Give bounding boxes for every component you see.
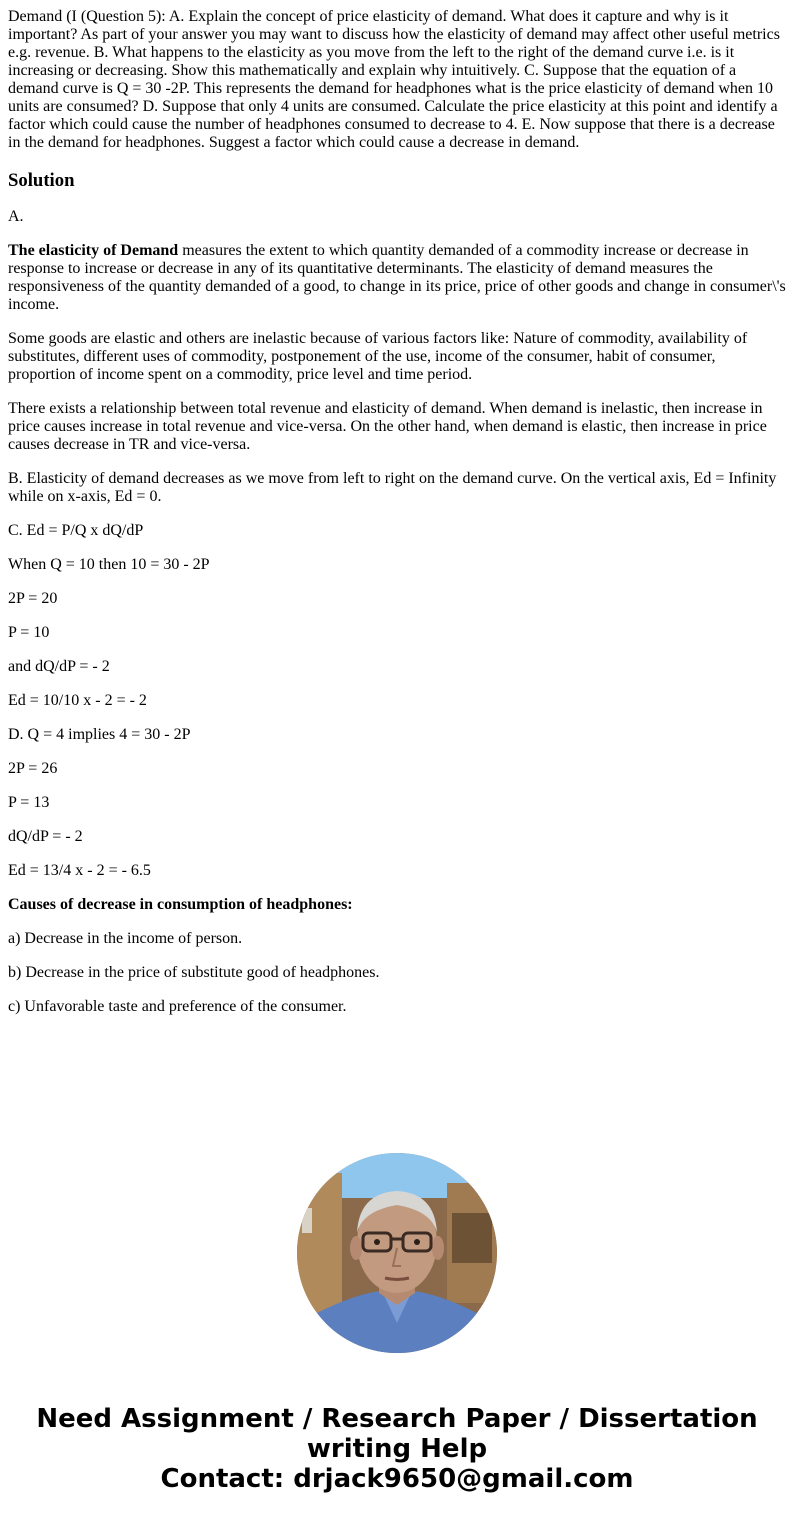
document-body — [8, 8, 786, 1016]
calc-line: C. Ed = P/Q x dQ/dP — [8, 522, 144, 539]
calc-line: D. Q = 4 implies 4 = 30 - 2P — [8, 726, 191, 743]
calc-line: dQ/dP = - 2 — [8, 828, 83, 845]
elasticity-definition — [8, 242, 786, 314]
avatar-portrait — [297, 1153, 497, 1353]
footer-banner — [0, 1404, 794, 1494]
calc-line: P = 10 — [8, 624, 50, 641]
footer-line-1: Need Assignment / Research Paper / Dissertation — [36, 1404, 758, 1434]
solution-heading: Solution — [8, 170, 75, 191]
elasticity-definition-text: measures the extent to which quantity demanded of a commodity increase or decrease in response to increase or decrease in any of its quantitative determinants. The elasticity of demand measures the responsiveness of the quantity demanded of a good, to change in its price, price of other goods and change in consumer\'s income. — [8, 242, 786, 313]
cause-item: c) Unfavorable taste and preference of the consumer. — [8, 998, 347, 1015]
footer-line-2: writing Help — [306, 1434, 488, 1464]
cause-item: b) Decrease in the price of substitute good of headphones. — [8, 964, 380, 981]
part-a-label: A. — [8, 208, 24, 225]
calc-line: 2P = 26 — [8, 760, 58, 777]
footer-contact: Contact: drjack9650@gmail.com — [160, 1464, 634, 1494]
calc-line: Ed = 10/10 x - 2 = - 2 — [8, 692, 147, 709]
revenue-paragraph: There exists a relationship between total revenue and elasticity of demand. When demand is inelastic, then increase in price causes increase in total revenue and vice-versa. On the other hand, when demand is elastic, then increase in price causes decrease in TR and vice-versa. — [8, 400, 767, 453]
elasticity-term: The elasticity of Demand — [8, 242, 179, 259]
causes-heading-text: Causes of decrease in consumption of headphones: — [8, 896, 353, 913]
calc-line: P = 13 — [8, 794, 50, 811]
calc-line: When Q = 10 then 10 = 30 - 2P — [8, 556, 210, 573]
factors-paragraph: Some goods are elastic and others are inelastic because of various factors like: Nature of commodity, availability of substitutes, different uses of commodity, postponement of the use, income of the consumer, habit of consumer, proportion of income spent on a commodity, price level and time period. — [8, 330, 748, 383]
calc-line: 2P = 20 — [8, 590, 58, 607]
causes-heading — [8, 896, 786, 914]
cause-item: a) Decrease in the income of person. — [8, 930, 243, 947]
avatar — [297, 1153, 497, 1353]
calc-line: and dQ/dP = - 2 — [8, 658, 110, 675]
calc-line: Ed = 13/4 x - 2 = - 6.5 — [8, 862, 151, 879]
part-b-paragraph: B. Elasticity of demand decreases as we move from left to right on the demand curve. On the vertical axis, Ed = Infinity while on x-axis, Ed = 0. — [8, 470, 777, 505]
question-text: Demand (I (Question 5): A. Explain the concept of price elasticity of demand. What does it capture and why is it important? As part of your answer you may want to discuss how the elasticity of demand may affect other useful metrics e.g. revenue. B. What happens to the elasticity as you move from the left to the right of the demand curve i.e. is it increasing or decreasing. Show this mathematically and explain why intuitively. C. Suppose that the equation of a demand curve is Q = 30 -2P. This represents the demand for headphones what is the price elasticity of demand when 10 units are consumed? D. Suppose that only 4 units are consumed. Calculate the price elasticity at this point and identify a factor which could cause the number of headphones consumed to decrease to 4. E. Now suppose that there is a decrease in the demand for headphones. Suggest a factor which could cause a decrease in demand. — [8, 8, 780, 151]
